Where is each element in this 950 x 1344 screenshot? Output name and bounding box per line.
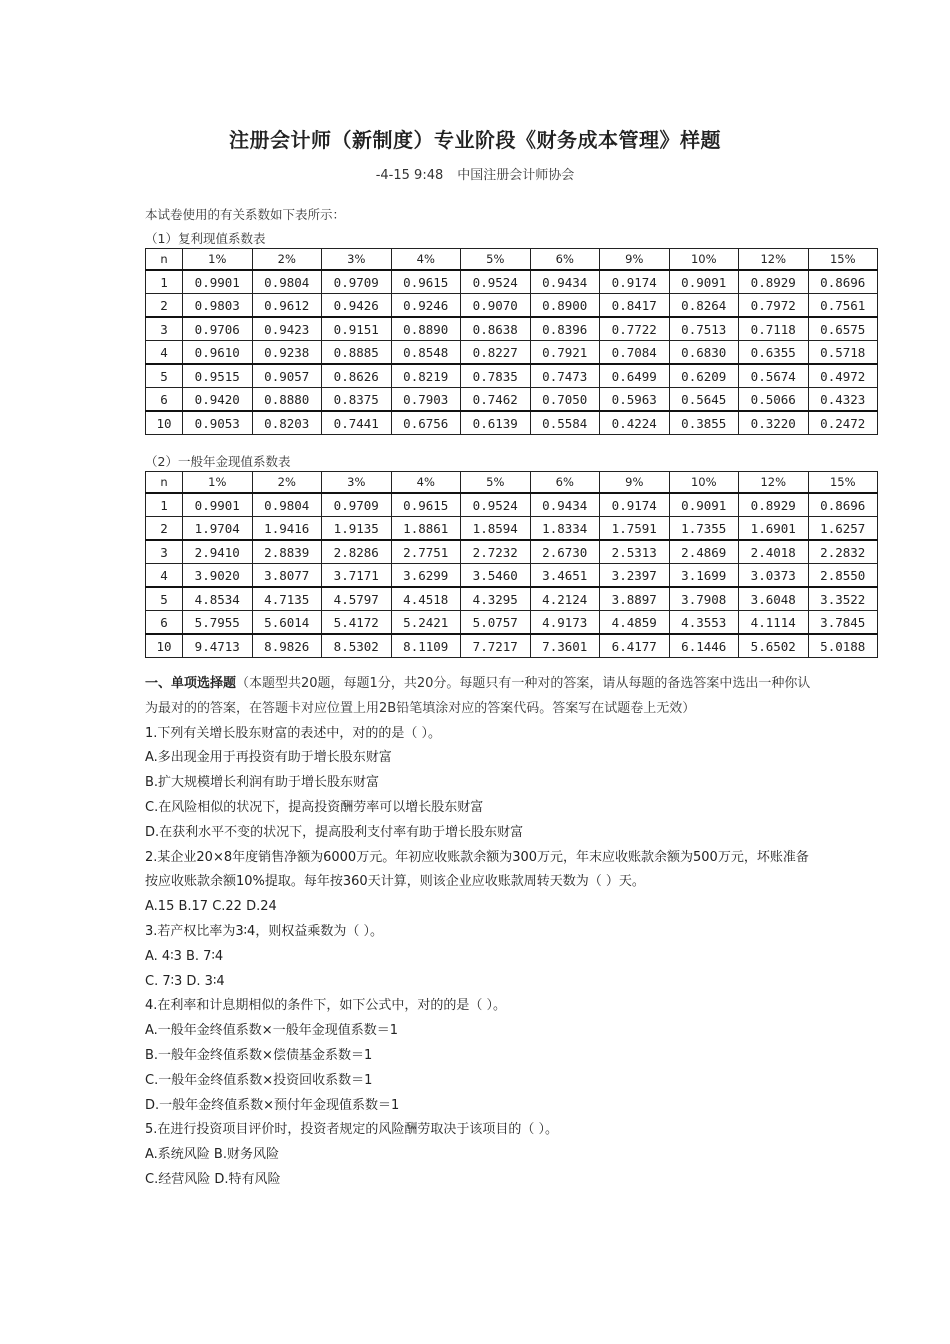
factor-cell: 0.8548 — [391, 341, 461, 365]
factor-cell: 0.9706 — [183, 317, 253, 341]
factor-cell: 3.7845 — [808, 611, 878, 635]
factor-cell: 0.9246 — [391, 294, 461, 318]
factor-cell: 5.0757 — [461, 611, 531, 635]
factor-cell: 3.3522 — [808, 587, 878, 611]
factor-cell: 0.8929 — [739, 493, 809, 517]
period-cell: 4 — [146, 341, 183, 365]
table-header-cell: 2% — [252, 249, 322, 271]
question-line: 5.在进行投资项目评价时，投资者规定的风险酬劳取决于该项目的（ ）。 — [145, 1122, 559, 1138]
factor-cell: 4.4859 — [600, 611, 670, 635]
table-header-cell: 1% — [183, 249, 253, 271]
factor-cell: 0.5584 — [530, 411, 600, 435]
section-title: 一、单项选择题 — [145, 676, 237, 691]
factor-cell: 0.8396 — [530, 317, 600, 341]
period-cell: 5 — [146, 587, 183, 611]
factor-cell: 0.9434 — [530, 270, 600, 294]
factor-cell: 5.0188 — [808, 634, 878, 658]
factor-cell: 0.9420 — [183, 388, 253, 412]
factor-cell: 0.6756 — [391, 411, 461, 435]
table-row — [146, 634, 878, 658]
table-row — [146, 517, 878, 541]
factor-cell: 0.9238 — [252, 341, 322, 365]
factor-cell: 0.9524 — [461, 270, 531, 294]
factor-cell: 0.5645 — [669, 388, 739, 412]
question-line: 1.下列有关增长股东财富的表述中，对的的是（ ）。 — [145, 725, 442, 741]
table-header-cell: 15% — [808, 472, 878, 494]
table-header-cell: 9% — [600, 249, 670, 271]
factor-cell: 0.5963 — [600, 388, 670, 412]
factor-cell: 0.7118 — [739, 317, 809, 341]
table-row — [146, 411, 878, 435]
period-cell: 6 — [146, 388, 183, 412]
question-line: A.多出现金用于再投资有助于增长股东财富 — [145, 750, 392, 766]
factor-cell: 1.6257 — [808, 517, 878, 541]
factor-cell: 0.9423 — [252, 317, 322, 341]
factor-cell: 1.8594 — [461, 517, 531, 541]
meta-source: 中国注册会计师协会 — [457, 168, 575, 183]
period-cell: 3 — [146, 540, 183, 564]
factor-cell: 3.1699 — [669, 564, 739, 588]
factor-cell: 0.9174 — [600, 493, 670, 517]
factor-cell: 2.6730 — [530, 540, 600, 564]
factor-cell: 2.7232 — [461, 540, 531, 564]
question-line: A. 4∶3 B. 7∶4 — [145, 948, 224, 964]
factor-cell: 5.2421 — [391, 611, 461, 635]
factor-cell: 0.9070 — [461, 294, 531, 318]
factor-cell: 0.9709 — [322, 270, 392, 294]
factor-cell: 3.9020 — [183, 564, 253, 588]
factor-cell: 4.8534 — [183, 587, 253, 611]
factor-cell: 0.5718 — [808, 341, 878, 365]
table-row — [146, 341, 878, 365]
factor-cell: 3.8897 — [600, 587, 670, 611]
factor-cell: 5.7955 — [183, 611, 253, 635]
question-line: C.一般年金终值系数×投资回收系数＝1 — [145, 1072, 373, 1088]
factor-cell: 0.7084 — [600, 341, 670, 365]
factor-cell: 0.9091 — [669, 493, 739, 517]
table-header-cell: 4% — [391, 249, 461, 271]
section-heading — [145, 672, 815, 722]
period-cell: 4 — [146, 564, 183, 588]
table-row — [146, 388, 878, 412]
factor-cell: 2.9410 — [183, 540, 253, 564]
factor-cell: 4.2124 — [530, 587, 600, 611]
factor-cell: 3.7908 — [669, 587, 739, 611]
factor-cell: 0.8203 — [252, 411, 322, 435]
factor-cell: 0.8696 — [808, 270, 878, 294]
factor-cell: 1.8334 — [530, 517, 600, 541]
period-cell: 5 — [146, 364, 183, 388]
table-header-cell: 12% — [739, 472, 809, 494]
factor-cell: 8.1109 — [391, 634, 461, 658]
factor-cell: 0.9804 — [252, 493, 322, 517]
question-line: A.15 B.17 C.22 D.24 — [145, 899, 277, 915]
question-line: C.经营风险 D.特有风险 — [145, 1171, 281, 1187]
table-header-cell: 1% — [183, 472, 253, 494]
factor-cell: 6.4177 — [600, 634, 670, 658]
table-row — [146, 564, 878, 588]
factor-cell: 0.9610 — [183, 341, 253, 365]
factor-cell: 2.8550 — [808, 564, 878, 588]
factor-cell: 0.7462 — [461, 388, 531, 412]
table-header-row — [146, 472, 878, 494]
factor-cell: 4.7135 — [252, 587, 322, 611]
factor-cell: 0.7921 — [530, 341, 600, 365]
table-header-cell: n — [146, 472, 183, 494]
factor-cell: 0.8227 — [461, 341, 531, 365]
factor-cell: 4.3553 — [669, 611, 739, 635]
factor-cell: 0.8417 — [600, 294, 670, 318]
factor-cell: 0.9057 — [252, 364, 322, 388]
factor-cell: 0.3220 — [739, 411, 809, 435]
factor-cell: 0.8626 — [322, 364, 392, 388]
factor-cell: 0.2472 — [808, 411, 878, 435]
table-header-cell: 4% — [391, 472, 461, 494]
period-cell: 3 — [146, 317, 183, 341]
factor-cell: 0.9901 — [183, 270, 253, 294]
table-row — [146, 270, 878, 294]
factor-cell: 0.9804 — [252, 270, 322, 294]
factor-cell: 1.7591 — [600, 517, 670, 541]
table-header-cell: 10% — [669, 249, 739, 271]
factor-cell: 0.6499 — [600, 364, 670, 388]
factor-cell: 3.0373 — [739, 564, 809, 588]
factor-cell: 2.2832 — [808, 540, 878, 564]
factor-cell: 0.9053 — [183, 411, 253, 435]
factor-cell: 0.6139 — [461, 411, 531, 435]
factor-cell: 2.5313 — [600, 540, 670, 564]
factor-cell: 6.1446 — [669, 634, 739, 658]
table-header-cell: 2% — [252, 472, 322, 494]
factor-cell: 0.9803 — [183, 294, 253, 318]
factor-cell: 0.8900 — [530, 294, 600, 318]
period-cell: 1 — [146, 493, 183, 517]
question-line: B.一般年金终值系数×偿债基金系数＝1 — [145, 1047, 373, 1063]
factor-cell: 1.8861 — [391, 517, 461, 541]
factor-cell: 0.7722 — [600, 317, 670, 341]
factor-cell: 0.6575 — [808, 317, 878, 341]
period-cell: 6 — [146, 611, 183, 635]
factor-cell: 0.8696 — [808, 493, 878, 517]
factor-cell: 0.9151 — [322, 317, 392, 341]
question-line: C. 7∶3 D. 3∶4 — [145, 973, 225, 989]
factor-cell: 0.7441 — [322, 411, 392, 435]
factor-cell: 0.8375 — [322, 388, 392, 412]
factor-cell: 0.6830 — [669, 341, 739, 365]
factor-cell: 2.4869 — [669, 540, 739, 564]
table-row — [146, 493, 878, 517]
question-line: 4.在利率和计息期相似的条件下，如下公式中，对的的是（ ）。 — [145, 998, 507, 1014]
factor-cell: 0.9426 — [322, 294, 392, 318]
factor-cell: 0.9615 — [391, 493, 461, 517]
factor-cell: 4.1114 — [739, 611, 809, 635]
table-header-cell: 15% — [808, 249, 878, 271]
intro-text: 本试卷使用的有关系数如下表所示： — [145, 207, 346, 222]
table2-caption: （2）一般年金现值系数表 — [145, 454, 291, 469]
factor-cell: 7.7217 — [461, 634, 531, 658]
question-line: B.扩大规模增长利润有助于增长股东财富 — [145, 775, 380, 791]
factor-cell: 0.9901 — [183, 493, 253, 517]
table-header-cell: 5% — [461, 472, 531, 494]
factor-cell: 0.8219 — [391, 364, 461, 388]
period-cell: 2 — [146, 294, 183, 318]
factor-cell: 7.3601 — [530, 634, 600, 658]
present-value-factor-table — [145, 248, 878, 435]
factor-cell: 3.2397 — [600, 564, 670, 588]
factor-cell: 3.6299 — [391, 564, 461, 588]
annuity-present-value-table — [145, 471, 878, 658]
factor-cell: 1.7355 — [669, 517, 739, 541]
factor-cell: 3.5460 — [461, 564, 531, 588]
question-line: A.一般年金终值系数×一般年金现值系数＝1 — [145, 1023, 398, 1039]
factor-cell: 9.4713 — [183, 634, 253, 658]
table-header-cell: 3% — [322, 249, 392, 271]
table-header-cell: 12% — [739, 249, 809, 271]
factor-cell: 3.7171 — [322, 564, 392, 588]
factor-cell: 0.9709 — [322, 493, 392, 517]
factor-cell: 3.8077 — [252, 564, 322, 588]
table-row — [146, 611, 878, 635]
factor-cell: 0.8264 — [669, 294, 739, 318]
factor-cell: 0.9524 — [461, 493, 531, 517]
factor-cell: 0.5674 — [739, 364, 809, 388]
period-cell: 2 — [146, 517, 183, 541]
question-lines — [145, 722, 815, 1193]
factor-cell: 0.9615 — [391, 270, 461, 294]
table1-caption: （1）复利现值系数表 — [145, 231, 266, 246]
factor-cell: 0.3855 — [669, 411, 739, 435]
table-header-cell: 6% — [530, 472, 600, 494]
factor-cell: 0.7903 — [391, 388, 461, 412]
question-line: D.一般年金终值系数×预付年金现值系数＝1 — [145, 1097, 400, 1113]
table-header-cell: 6% — [530, 249, 600, 271]
factor-cell: 4.5797 — [322, 587, 392, 611]
factor-cell: 0.7835 — [461, 364, 531, 388]
factor-cell: 0.8890 — [391, 317, 461, 341]
factor-cell: 3.4651 — [530, 564, 600, 588]
factor-cell: 0.7972 — [739, 294, 809, 318]
factor-cell: 0.5066 — [739, 388, 809, 412]
table-row — [146, 587, 878, 611]
factor-cell: 2.7751 — [391, 540, 461, 564]
factor-cell: 0.9612 — [252, 294, 322, 318]
question-line: 3.若产权比率为3∶4，则权益乘数为（ ）。 — [145, 923, 383, 939]
page-title: 注册会计师（新制度）专业阶段《财务成本管理》样题 — [229, 128, 721, 152]
table-row — [146, 317, 878, 341]
factor-cell: 0.7473 — [530, 364, 600, 388]
table-header-cell: 5% — [461, 249, 531, 271]
factor-cell: 0.7561 — [808, 294, 878, 318]
table-header-row — [146, 249, 878, 271]
factor-cell: 0.9091 — [669, 270, 739, 294]
factor-cell: 0.8638 — [461, 317, 531, 341]
factor-cell: 0.7513 — [669, 317, 739, 341]
factor-cell: 2.4018 — [739, 540, 809, 564]
factor-cell: 5.4172 — [322, 611, 392, 635]
factor-cell: 0.4323 — [808, 388, 878, 412]
factor-cell: 8.9826 — [252, 634, 322, 658]
factor-cell: 1.6901 — [739, 517, 809, 541]
period-cell: 10 — [146, 634, 183, 658]
table-header-cell: 9% — [600, 472, 670, 494]
table-row — [146, 540, 878, 564]
factor-cell: 0.6209 — [669, 364, 739, 388]
factor-cell: 0.4972 — [808, 364, 878, 388]
question-line: 2.某企业20×8年度销售净额为6000万元。年初应收账款余额为300万元，年末应收账款余额为500万元，坏账准备按应收账款余额10%提取。每年按360天计算，则该企业应收账款周转天数为（ ）天。 — [145, 849, 809, 890]
table-header-cell: n — [146, 249, 183, 271]
table-header-cell: 3% — [322, 472, 392, 494]
period-cell: 10 — [146, 411, 183, 435]
factor-cell: 0.9434 — [530, 493, 600, 517]
factor-cell: 2.8286 — [322, 540, 392, 564]
factor-cell: 0.4224 — [600, 411, 670, 435]
table-header-cell: 10% — [669, 472, 739, 494]
factor-cell: 0.8880 — [252, 388, 322, 412]
meta-line — [0, 164, 950, 183]
factor-cell: 4.3295 — [461, 587, 531, 611]
factor-cell: 0.7050 — [530, 388, 600, 412]
factor-cell: 5.6014 — [252, 611, 322, 635]
meta-date: -4-15 9:48 — [375, 168, 444, 183]
factor-cell: 0.6355 — [739, 341, 809, 365]
table-row — [146, 294, 878, 318]
factor-cell: 0.9174 — [600, 270, 670, 294]
factor-cell: 2.8839 — [252, 540, 322, 564]
factor-cell: 8.5302 — [322, 634, 392, 658]
section-note: （本题型共20题，每题1分，共20分。每题只有一种对的答案，请从每题的备选答案中选出一种你认为最对的的答案，在答题卡对应位置上用2B铅笔填涂对应的答案代码。答案写在试题卷上无效） — [145, 676, 811, 716]
question-line: A.系统风险 B.财务风险 — [145, 1147, 279, 1163]
question-line: D.在获利水平不变的状况下，提高股利支付率有助于增长股东财富 — [145, 824, 524, 840]
question-line: C.在风险相似的状况下，提高投资酬劳率可以增长股东财富 — [145, 799, 484, 815]
table-row — [146, 364, 878, 388]
factor-cell: 4.4518 — [391, 587, 461, 611]
question-section — [145, 672, 815, 1193]
factor-cell: 3.6048 — [739, 587, 809, 611]
factor-cell: 1.9704 — [183, 517, 253, 541]
factor-cell: 0.9515 — [183, 364, 253, 388]
factor-cell: 1.9135 — [322, 517, 392, 541]
factor-cell: 0.8885 — [322, 341, 392, 365]
factor-cell: 1.9416 — [252, 517, 322, 541]
factor-cell: 0.8929 — [739, 270, 809, 294]
factor-cell: 5.6502 — [739, 634, 809, 658]
period-cell: 1 — [146, 270, 183, 294]
factor-cell: 4.9173 — [530, 611, 600, 635]
